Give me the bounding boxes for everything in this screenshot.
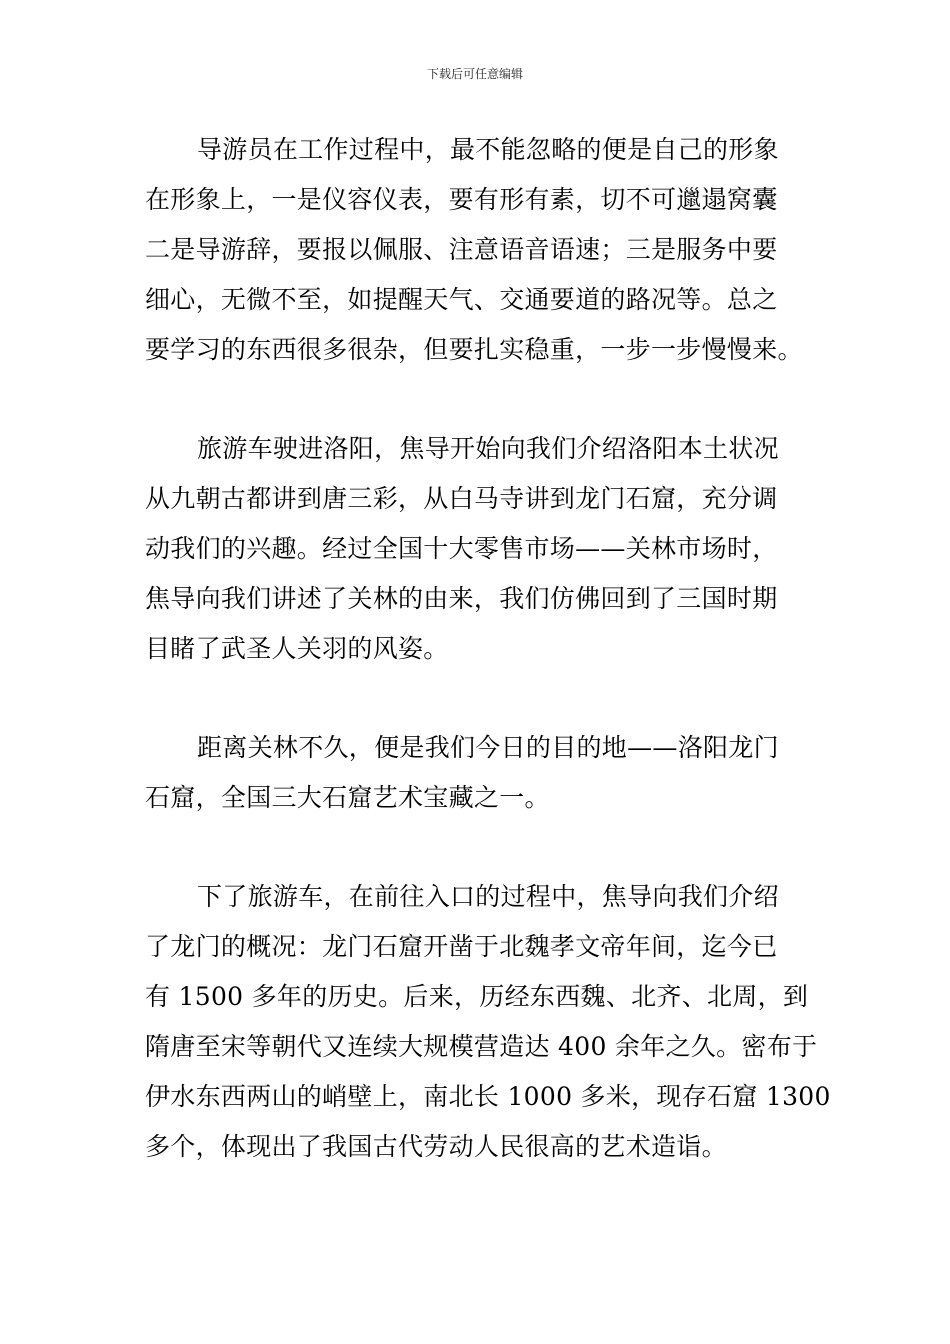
paragraph-line: 了龙门的概况：龙门石窟开凿于北魏孝文帝年间，迄今已	[145, 932, 778, 961]
paragraph-line: 二是导游辞，要报以佩服、注意语音语速；三是服务中要	[145, 235, 778, 264]
paragraph-line: 细心，无微不至，如提醒天气、交通要道的路况等。总之	[145, 285, 778, 314]
paragraph-line: 下了旅游车，在前往入口的过程中，焦导向我们介绍	[197, 882, 779, 911]
paragraph-longmen-overview	[145, 872, 831, 1172]
paragraph-luoyang-arrival	[145, 424, 810, 674]
paragraph-line: 目睹了武圣人关羽的风姿。	[145, 634, 449, 663]
paragraph-line: 在形象上，一是仪容仪表，要有形有素，切不可邋遢窝囊	[145, 185, 778, 214]
paragraph-line: 石窟，全国三大石窟艺术宝藏之一。	[145, 783, 550, 812]
paragraph-line: 焦导向我们讲述了关林的由来，我们仿佛回到了三国时期	[145, 584, 778, 613]
paragraph-line: 伊水东西两山的峭壁上，南北长 1000 多米，现存石窟 1300	[145, 1082, 831, 1111]
page-header: 下载后可任意编辑	[426, 67, 523, 81]
paragraph-line: 要学习的东西很多很杂，但要扎实稳重，一步一步慢慢来。	[145, 335, 803, 364]
paragraph-line: 动我们的兴趣。经过全国十大零售市场——关林市场时，	[145, 534, 778, 563]
paragraph-guide-image	[145, 125, 810, 375]
paragraph-line: 有 1500 多年的历史。后来，历经东西魏、北齐、北周，到	[145, 982, 809, 1011]
paragraph-line: 旅游车驶进洛阳，焦导开始向我们介绍洛阳本土状况	[197, 434, 779, 463]
paragraph-line: 多个，体现出了我国古代劳动人民很高的艺术造诣。	[145, 1132, 727, 1161]
paragraph-longmen-destination	[145, 723, 810, 823]
paragraph-line: 从九朝古都讲到唐三彩，从白马寺讲到龙门石窟，充分调	[145, 484, 778, 513]
paragraph-line: 导游员在工作过程中，最不能忽略的便是自己的形象	[197, 135, 779, 164]
paragraph-line: 隋唐至宋等朝代又连续大规模营造达 400 余年之久。密布于	[145, 1032, 818, 1061]
paragraph-line: 距离关林不久，便是我们今日的目的地——洛阳龙门	[197, 733, 779, 762]
